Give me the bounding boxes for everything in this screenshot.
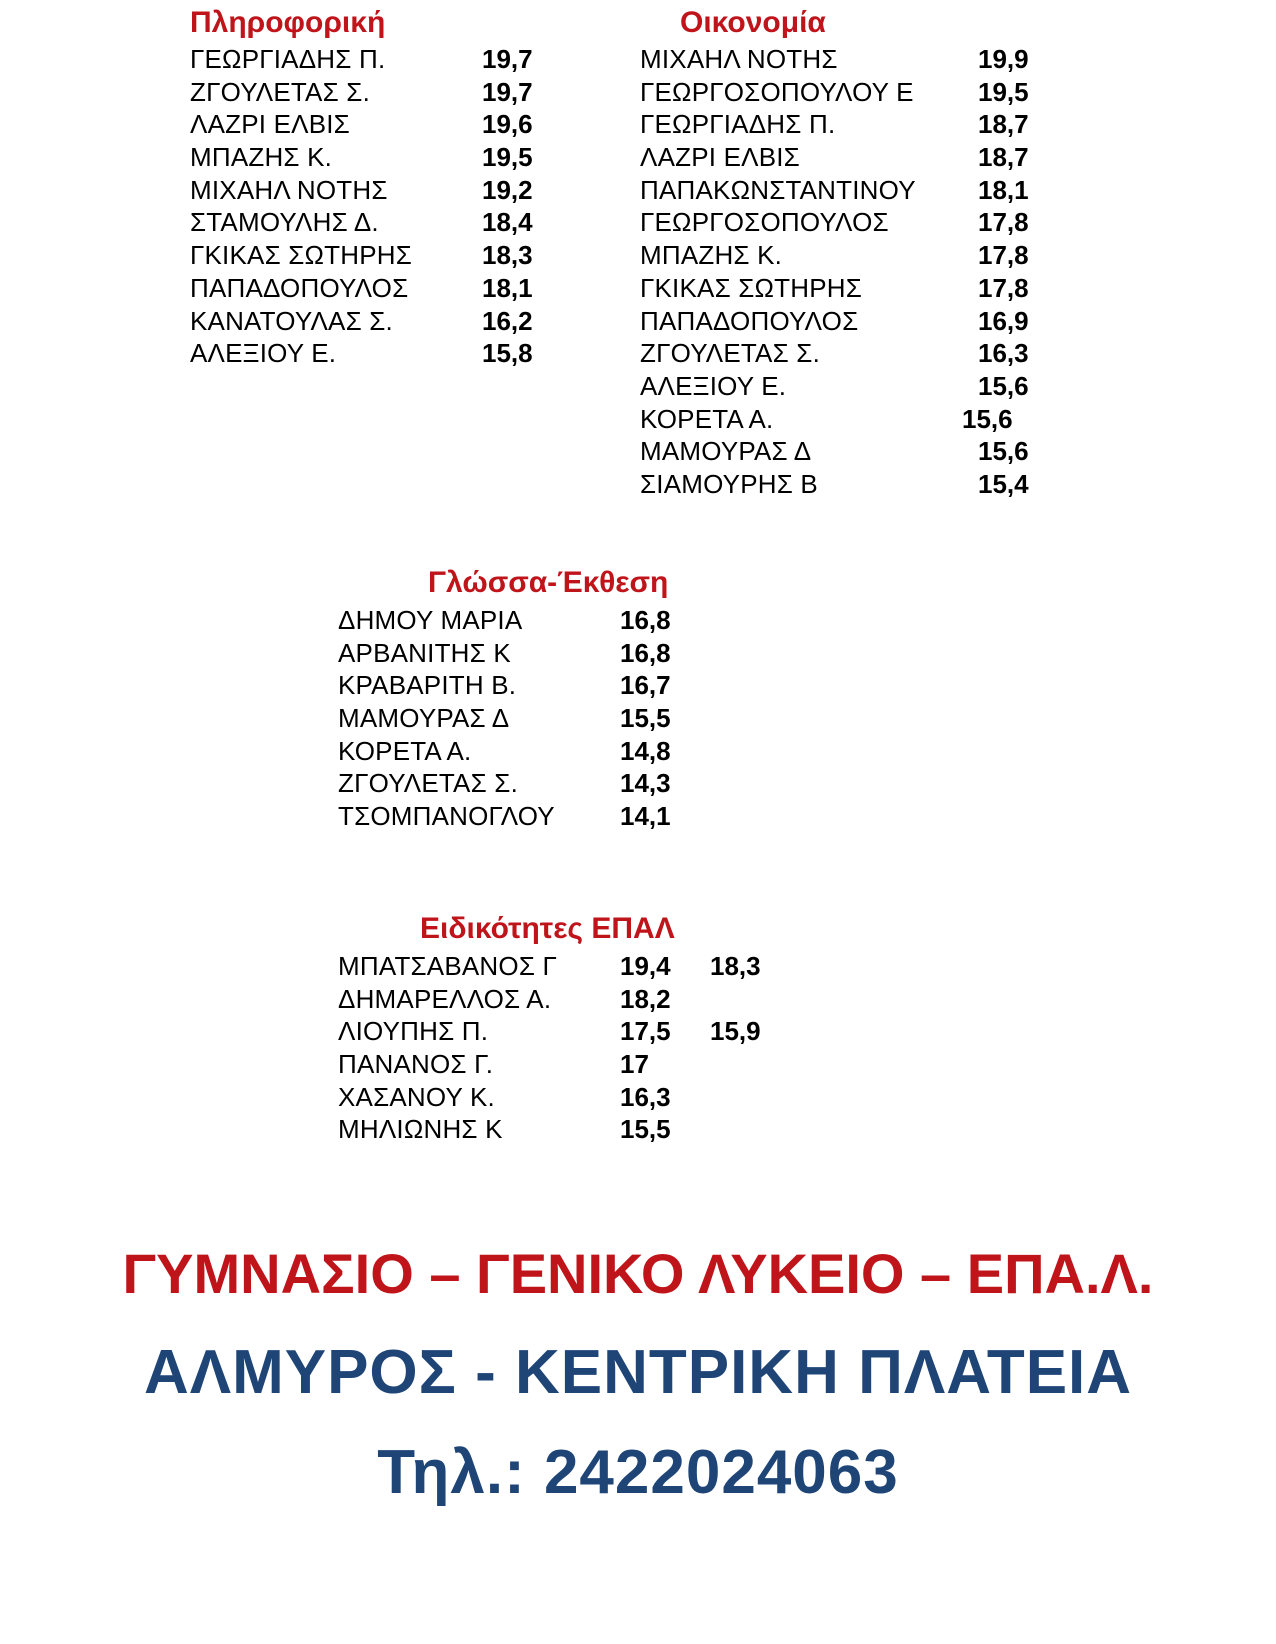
student-score: 15,5: [620, 703, 671, 734]
student-name: ΧΑΣΑΝΟΥ Κ.: [338, 1081, 495, 1112]
student-score: 15,9: [710, 1016, 761, 1047]
student-score: 15,6: [978, 370, 1029, 401]
student-score: 18,3: [482, 240, 533, 271]
student-score: 17,8: [978, 240, 1029, 271]
section-title: Οικονομία: [680, 6, 826, 39]
student-score: 19,4: [620, 951, 671, 981]
student-name: ΖΓΟΥΛΕΤΑΣ Σ.: [338, 768, 518, 799]
student-name: ΜΙΧΑΗΛ ΝΟΤΗΣ: [190, 174, 388, 205]
student-score: 14,1: [620, 801, 671, 832]
student-score: 19,7: [482, 44, 533, 74]
student-name: ΔΗΜΑΡΕΛΛΟΣ Α.: [338, 983, 552, 1014]
student-score: 18,1: [978, 174, 1029, 205]
student-score: 15,6: [962, 403, 1013, 434]
student-score: 18,3: [710, 951, 761, 981]
student-name: ΜΑΜΟΥΡΑΣ Δ: [338, 703, 510, 734]
student-score: 14,3: [620, 768, 671, 799]
student-score: 19,2: [482, 174, 533, 205]
student-score: 17,5: [620, 1016, 671, 1047]
student-score: 18,7: [978, 142, 1029, 173]
student-score: 17,8: [978, 207, 1029, 238]
section-title: Ειδικότητες ΕΠΑΛ: [420, 912, 675, 945]
student-score: 16,8: [620, 605, 671, 635]
student-name: ΓΕΩΡΓΙΑΔΗΣ Π.: [190, 44, 386, 74]
student-name: ΠΑΝΑΝΟΣ Γ.: [338, 1049, 494, 1080]
student-name: ΚΟΡΕΤΑ Α.: [338, 735, 472, 766]
student-score: 15,5: [620, 1114, 671, 1145]
student-name: ΜΠΑΤΣΑΒΑΝΟΣ Γ: [338, 951, 558, 981]
student-score: 18,7: [978, 109, 1029, 140]
student-name: ΚΑΝΑΤΟΥΛΑΣ Σ.: [190, 305, 393, 336]
student-name: ΛΙΟΥΠΗΣ Π.: [338, 1016, 489, 1047]
student-name: ΖΓΟΥΛΕΤΑΣ Σ.: [190, 76, 370, 107]
student-score: 14,8: [620, 735, 671, 766]
student-name: ΜΙΧΑΗΛ ΝΟΤΗΣ: [640, 44, 838, 74]
student-name: ΜΑΜΟΥΡΑΣ Δ: [640, 436, 812, 467]
student-score: 19,5: [482, 142, 533, 173]
student-name: ΖΓΟΥΛΕΤΑΣ Σ.: [640, 338, 820, 369]
student-name: ΓΚΙΚΑΣ ΣΩΤΗΡΗΣ: [640, 272, 863, 303]
student-score: 17: [620, 1049, 649, 1080]
student-name: ΣΙΑΜΟΥΡΗΣ Β: [640, 468, 818, 499]
student-name: ΓΕΩΡΓΟΣΟΠΟΥΛΟΥ Ε: [640, 76, 914, 107]
student-score: 19,7: [482, 76, 533, 107]
student-name: ΑΛΕΞΙΟΥ Ε.: [640, 370, 787, 401]
student-name: ΠΑΠΑΔΟΠΟΥΛΟΣ: [190, 272, 409, 303]
student-name: ΤΣΟΜΠΑΝΟΓΛΟΥ: [338, 801, 555, 832]
student-score: 18,4: [482, 207, 533, 238]
student-name: ΠΑΠΑΔΟΠΟΥΛΟΣ: [640, 305, 859, 336]
section-title: Γλώσσα-Έκθεση: [428, 566, 669, 599]
student-name: ΑΛΕΞΙΟΥ Ε.: [190, 338, 337, 369]
student-score: 15,8: [482, 338, 533, 369]
footer-address: ΑΛΜΥΡΟΣ - ΚΕΝΤΡΙΚΗ ΠΛΑΤΕΙΑ: [143, 1338, 1133, 1407]
student-name: ΑΡΒΑΝΙΤΗΣ Κ: [338, 637, 511, 668]
student-name: ΚΟΡΕΤΑ Α.: [640, 403, 774, 434]
student-score: 15,6: [978, 436, 1029, 467]
student-name: ΓΕΩΡΓΟΣΟΠΟΥΛΟΣ: [640, 207, 889, 238]
section-title: Πληροφορική: [190, 6, 386, 39]
student-name: ΠΑΠΑΚΩΝΣΤΑΝΤΙΝΟΥ: [640, 174, 916, 205]
student-score: 16,7: [620, 670, 671, 701]
student-score: 16,8: [620, 637, 671, 668]
student-name: ΛΑΖΡΙ ΕΛΒΙΣ: [190, 109, 350, 140]
student-score: 16,9: [978, 305, 1029, 336]
student-name: ΣΤΑΜΟΥΛΗΣ Δ.: [190, 207, 379, 238]
student-score: 19,6: [482, 109, 533, 140]
student-name: ΛΑΖΡΙ ΕΛΒΙΣ: [640, 142, 800, 173]
student-name: ΜΗΛΙΩΝΗΣ Κ: [338, 1114, 503, 1145]
student-score: 16,2: [482, 305, 533, 336]
student-score: 15,4: [978, 468, 1029, 499]
student-score: 19,9: [978, 44, 1029, 74]
student-score: 16,3: [620, 1081, 671, 1112]
footer-phone: Τηλ.: 2422024063: [377, 1438, 899, 1507]
student-score: 18,2: [620, 983, 671, 1014]
student-name: ΓΚΙΚΑΣ ΣΩΤΗΡΗΣ: [190, 240, 413, 271]
student-score: 16,3: [978, 338, 1029, 369]
student-name: ΓΕΩΡΓΙΑΔΗΣ Π.: [640, 109, 836, 140]
student-name: ΔΗΜΟΥ ΜΑΡΙΑ: [338, 605, 523, 635]
student-score: 17,8: [978, 272, 1029, 303]
footer-school: ΓΥΜΝΑΣΙΟ – ΓΕΝΙΚΟ ΛΥΚΕΙΟ – ΕΠΑ.Λ.: [122, 1242, 1154, 1305]
student-name: ΚΡΑΒΑΡΙΤΗ Β.: [338, 670, 517, 701]
student-name: ΜΠΑΖΗΣ Κ.: [190, 142, 333, 173]
student-score: 19,5: [978, 76, 1029, 107]
student-name: ΜΠΑΖΗΣ Κ.: [640, 240, 783, 271]
student-score: 18,1: [482, 272, 533, 303]
